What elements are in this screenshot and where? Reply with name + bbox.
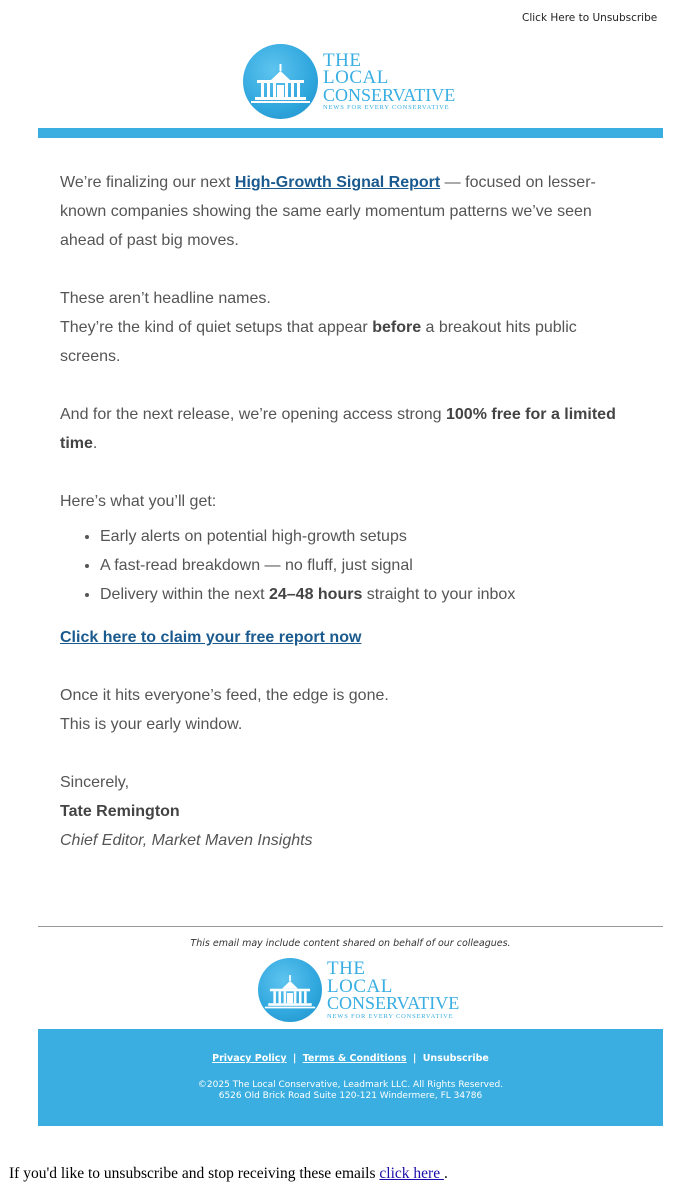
benefits-list: [60, 522, 630, 609]
address-text: 6526 Old Brick Road Suite 120-121 Windermere, FL 34786: [218, 1091, 483, 1101]
logo-line-local: LOCAL: [327, 975, 393, 997]
delivery-bold: 24–48 hours: [268, 586, 363, 603]
list-item: [100, 580, 630, 609]
copyright-text: ©2025 The Local Conservative, Leadmark LLC. All Rights Reserved.: [197, 1080, 504, 1090]
capitol-seal-icon: [243, 44, 318, 119]
bottom-period: .: [443, 1165, 448, 1182]
logo-line-the: THE: [327, 958, 366, 980]
footer-logo: [258, 958, 459, 1022]
signer-title: Chief Editor, Market Maven Insights: [60, 832, 313, 849]
header-divider-bar: [38, 128, 663, 138]
terms-link[interactable]: Terms & Conditions: [302, 1053, 407, 1064]
footer-panel: [38, 1029, 663, 1126]
link-separator: |: [412, 1053, 417, 1064]
logo-tagline: NEWS FOR EVERY CONSERVATIVE: [323, 104, 450, 112]
paragraph-quiet-setups: [60, 313, 630, 371]
access-text-start: And for the next release, we’re opening access strong: [60, 406, 446, 423]
access-bold: 100% free for a limited time: [60, 406, 616, 452]
logo-line-conservative: CONSERVATIVE: [327, 993, 460, 1014]
logo-line-conservative: CONSERVATIVE: [323, 84, 456, 105]
privacy-policy-link[interactable]: Privacy Policy: [212, 1053, 287, 1064]
logo-line-local: LOCAL: [323, 67, 389, 89]
intro-text-end: — focused on lesser-known companies showing the same early momentum patterns we’ve seen ahead of past big moves.: [60, 174, 596, 249]
bottom-unsubscribe-line: [9, 1165, 448, 1183]
sign-off: Sincerely,: [60, 774, 130, 791]
closing-line-2: This is your early window.: [60, 716, 243, 733]
access-text-end: .: [92, 435, 98, 452]
paragraph-intro: [60, 168, 630, 255]
logo-tagline: NEWS FOR EVERY CONSERVATIVE: [327, 1012, 454, 1020]
footer-disclaimer: This email may include content shared on behalf of our colleagues.: [190, 938, 511, 949]
claim-report-link[interactable]: Click here to claim your free report now: [60, 629, 362, 646]
list-item: • Early alerts on potential high-growth setups: [100, 522, 630, 551]
logo-line-the: THE: [323, 49, 362, 71]
top-unsubscribe-link[interactable]: Click Here to Unsubscribe: [522, 12, 658, 24]
bottom-unsubscribe-text: If you'd like to unsubscribe and stop receiving these emails: [9, 1165, 380, 1182]
setups-text-end: a breakout hits public screens.: [60, 319, 577, 365]
intro-text-start: We’re finalizing our next: [60, 174, 235, 191]
capitol-seal-icon: [258, 958, 322, 1022]
delivery-text-end: straight to your inbox: [362, 586, 516, 603]
list-item: • A fast-read breakdown — no fluff, just signal: [100, 551, 630, 580]
paragraph-headline-names: These aren’t headline names.: [60, 290, 271, 307]
bottom-click-here-link[interactable]: click here: [379, 1165, 444, 1182]
signer-name: Tate Remington: [60, 803, 180, 820]
setups-bold: before: [372, 319, 422, 336]
footer-divider: [38, 926, 663, 927]
setups-text-start: They’re the kind of quiet setups that appear: [60, 319, 373, 336]
link-separator: |: [292, 1053, 297, 1064]
footer-links: [38, 1053, 663, 1064]
report-link[interactable]: High-Growth Signal Report: [234, 174, 441, 191]
list-intro: Here’s what you’ll get:: [60, 493, 217, 510]
email-body: [60, 168, 630, 855]
footer-unsubscribe[interactable]: Unsubscribe: [422, 1053, 489, 1064]
header-logo: [243, 44, 455, 119]
paragraph-free-access: [60, 400, 630, 458]
closing-line-1: Once it hits everyone’s feed, the edge is gone.: [60, 687, 389, 704]
delivery-text-start: Delivery within the next: [100, 586, 269, 603]
